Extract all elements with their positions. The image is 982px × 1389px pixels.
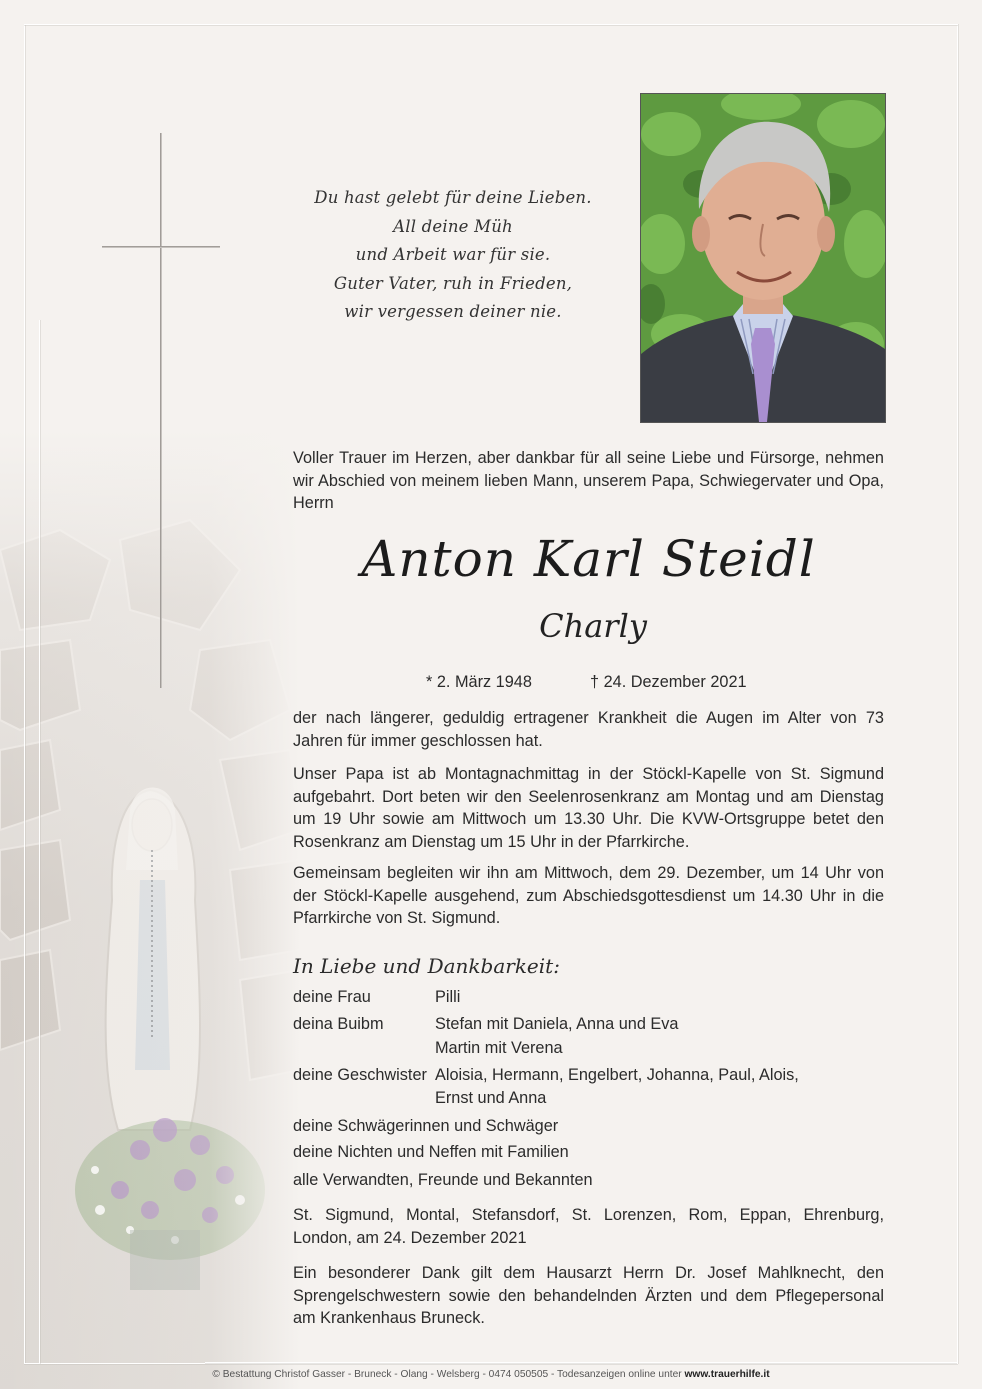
footer (0, 1368, 982, 1382)
thanks-heading: In Liebe und Dankbarkeit: (293, 954, 560, 978)
paragraph-funeral: Gemeinsam begleiten wir ihn am Mittwoch, dem 29. Dezember, um 14 Uhr von der Stöckl-Kapelle ausgehend, zum Abschiedsgottesdienst um 14.30 Uhr in die Pfarrkirche von St. Sigmund. (293, 864, 884, 927)
poem-line: wir vergessen deiner nie. (344, 302, 562, 321)
poem-line: Du hast gelebt für deine Lieben. (314, 188, 592, 207)
decor-line-left (39, 320, 40, 1364)
deceased-nickname: Charly (539, 607, 647, 645)
footer-text: © Bestattung Christof Gasser - Bruneck - Olang - Welsberg - 0474 050505 - Todesanzeigen online unter (212, 1369, 682, 1380)
relatives-label: alle Verwandten, Freunde und Bekannten (293, 1171, 593, 1189)
relatives-label: deina Buibm (293, 1015, 384, 1033)
footer-link[interactable]: www.trauerhilfe.it (684, 1369, 770, 1380)
portrait-photo (640, 93, 886, 423)
poem-line: All deine Müh (393, 216, 513, 236)
relatives-label: deine Schwägerinnen und Schwäger (293, 1117, 559, 1135)
relatives-names: Aloisia, Hermann, Engelbert, Johanna, Paul, Alois, (435, 1066, 799, 1084)
special-thanks: Ein besonderer Dank gilt dem Hausarzt Herrn Dr. Josef Mahlknecht, den Sprengelschwestern sowie den behandelnden Ärzten und dem Pflegepersonal am Krankenhaus Bruneck. (293, 1264, 884, 1327)
poem (300, 184, 606, 327)
frame-line-top (24, 24, 958, 25)
intro-text: Voller Trauer im Herzen, aber dankbar für all seine Liebe und Fürsorge, nehmen wir Abschied von meinem lieben Mann, unserem Papa, Schwiegervater und Opa, Herrn (293, 449, 884, 512)
cross-icon-vertical (160, 133, 162, 688)
poem-line: Guter Vater, ruh in Frieden, (333, 273, 573, 293)
decor-line-bottom (205, 1362, 957, 1363)
poem-line: und Arbeit war für sie. (355, 245, 551, 264)
birth-date: * 2. März 1948 (426, 673, 532, 691)
relatives-names: Stefan mit Daniela, Anna und Eva (435, 1015, 679, 1033)
relatives-label: deine Frau (293, 988, 371, 1006)
relatives-names: Martin mit Verena (435, 1039, 563, 1057)
frame-line-left (24, 24, 25, 1364)
relatives-names: Ernst und Anna (435, 1089, 547, 1107)
death-date: † 24. Dezember 2021 (590, 673, 747, 691)
places-and-date: St. Sigmund, Montal, Stefansdorf, St. Lorenzen, Rom, Eppan, Ehrenburg, London, am 24. Dezember 2021 (293, 1206, 884, 1247)
cross-icon-horizontal (102, 246, 220, 248)
frame-line-bottom (24, 1363, 958, 1364)
relatives-label: deine Geschwister (293, 1066, 427, 1084)
paragraph-wake: Unser Papa ist ab Montagnachmittag in der Stöckl-Kapelle von St. Sigmund aufgebahrt. Dort beten wir den Seelenrosenkranz am Montag und am Dienstag um 19 Uhr sowie am Mittwoch um 13.30 Uhr. Die KVW-Ortsgruppe betet den Rosenkranz am Dienstag um 15 Uhr in der Pfarrkirche. (293, 765, 884, 851)
frame-line-right (957, 24, 958, 1364)
relatives-names: Pilli (435, 988, 461, 1006)
relatives-label: deine Nichten und Neffen mit Familien (293, 1143, 569, 1161)
paragraph-illness: der nach längerer, geduldig ertragener Krankheit die Augen im Alter von 73 Jahren für immer geschlossen hat. (293, 709, 884, 750)
grotto-background-image (0, 430, 300, 1389)
deceased-name: Anton Karl Steidl (361, 530, 816, 588)
